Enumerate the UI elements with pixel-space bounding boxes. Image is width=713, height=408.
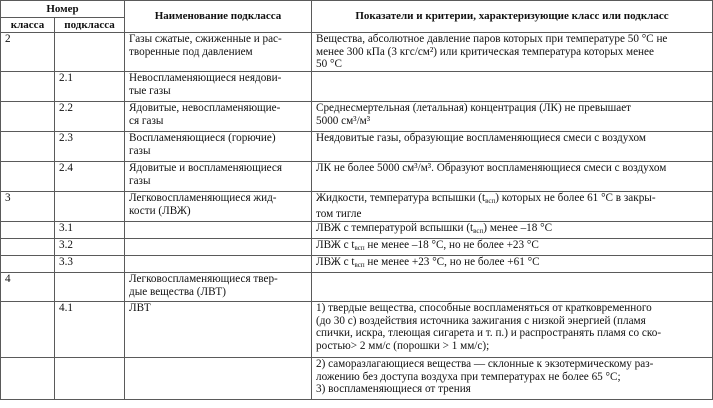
- cell-subclass: [55, 358, 125, 400]
- cell-criteria: [312, 273, 713, 302]
- cell-name: [125, 72, 312, 102]
- cell-criteria: [312, 192, 713, 222]
- cell-class: 2: [1, 33, 55, 72]
- cell-criteria: [312, 358, 713, 400]
- cell-class: [1, 102, 55, 132]
- cell-class: [1, 256, 55, 273]
- table-row: [1, 33, 713, 72]
- text-line: кости (ЛВЖ): [129, 204, 191, 217]
- text-line: газы: [129, 174, 151, 187]
- text-line: [316, 222, 708, 238]
- cell-criteria: [312, 72, 713, 102]
- table-row: [1, 132, 713, 162]
- cell-subclass: 2.4: [55, 162, 125, 192]
- text-line: тые газы: [129, 84, 171, 97]
- cell-criteria: [312, 33, 713, 72]
- cell-subclass: [55, 273, 125, 302]
- header-subclass-name: Наименование подкласса: [125, 1, 312, 33]
- table-row: [1, 239, 713, 256]
- cell-subclass: 2.1: [55, 72, 125, 102]
- text-run: не менее +23 °С, но не более +61 °С: [364, 256, 540, 268]
- text-line: ЛВТ: [129, 302, 151, 314]
- cell-criteria: [312, 162, 713, 192]
- text-line: Ядовитые и воспламеняющиеся: [129, 162, 283, 174]
- cell-subclass: [55, 33, 125, 72]
- cell-criteria: [312, 239, 713, 256]
- text-line: Среднесмертельная (летальная) концентрация (ЛК) не превышает: [316, 102, 632, 114]
- cell-subclass: 3.1: [55, 222, 125, 239]
- cell-class: [1, 358, 55, 400]
- table-row: [1, 273, 713, 302]
- table-row: [1, 302, 713, 358]
- text-line: ложению без доступа воздуха при температурах не более 65 °С;: [316, 370, 621, 383]
- cell-name: [125, 302, 312, 358]
- text-line: 2) саморазлагающиеся вещества — склонные к экзотермическому раз-: [316, 358, 654, 370]
- text-line: Воспламеняющиеся (горючие): [129, 132, 276, 144]
- cell-name: [125, 162, 312, 192]
- table-row: [1, 358, 713, 400]
- header-class: класса: [1, 18, 55, 33]
- text-line: [316, 239, 708, 255]
- text-line: Вещества, абсолютное давление паров которых при температуре 50 °С не: [316, 33, 668, 45]
- subscript: всп: [354, 244, 365, 252]
- cell-subclass: 2.2: [55, 102, 125, 132]
- cell-criteria: [312, 222, 713, 239]
- header-subclass: подкласса: [55, 18, 125, 33]
- cell-criteria: [312, 256, 713, 273]
- cell-subclass: 2.3: [55, 132, 125, 162]
- header-number: Номер: [1, 1, 125, 18]
- header-row: [1, 1, 713, 18]
- text-line: менее 300 кПа (3 кгс/см²) или критическая температура которых менее: [316, 45, 654, 58]
- cell-class: [1, 222, 55, 239]
- text-line: творенные под давлением: [129, 45, 253, 58]
- text-run: ) менее –18 °С: [483, 222, 553, 234]
- table-row: [1, 162, 713, 192]
- cell-criteria: [312, 302, 713, 358]
- subscript: всп: [485, 197, 496, 205]
- cell-subclass: 3.3: [55, 256, 125, 273]
- cell-criteria: [312, 132, 713, 162]
- cell-subclass: 4.1: [55, 302, 125, 358]
- cell-class: [1, 132, 55, 162]
- text-line: ЛК не более 5000 см³/м³. Образуют воспламеняющиеся смеси с воздухом: [316, 162, 667, 174]
- text-line: Неядовитые газы, образующие воспламеняющиеся смеси с воздухом: [316, 132, 646, 144]
- cell-class: [1, 162, 55, 192]
- cell-name: [125, 256, 312, 273]
- text-line: газы: [129, 144, 151, 157]
- text-line: Невоспламеняющиеся неядови-: [129, 72, 282, 84]
- text-line: 1) твердые вещества, способные воспламеняться от кратковременного: [316, 302, 652, 314]
- subscript: всп: [473, 227, 484, 235]
- table-row: [1, 256, 713, 273]
- cell-name: [125, 273, 312, 302]
- cell-criteria: [312, 102, 713, 132]
- text-line: Легковоспламеняющиеся жид-: [129, 192, 277, 204]
- cell-name: [125, 102, 312, 132]
- text-line: Ядовитые, невоспламеняющие-: [129, 102, 281, 114]
- text-line: (до 30 с) воздействия источника зажигания с низкой энергией (пламя: [316, 314, 646, 327]
- cell-name: [125, 132, 312, 162]
- text-line: ся газы: [129, 114, 164, 127]
- cell-class: [1, 302, 55, 358]
- header-criteria: Показатели и критерии, характеризующие класс или подкласс: [312, 1, 713, 33]
- table-row: [1, 72, 713, 102]
- text-run: Жидкости, температура вспышки (t: [316, 192, 486, 204]
- text-line: 3) воспламеняющиеся от трения: [316, 383, 471, 396]
- cell-class: [1, 72, 55, 102]
- text-run: ) которых не более 61 °С в закры-: [495, 192, 656, 204]
- text-line: 50 °С: [316, 58, 342, 71]
- text-run: ЛВЖ с температурой вспышки (t: [316, 222, 474, 234]
- text-run: ЛВЖ с t: [316, 239, 355, 251]
- cell-name: [125, 239, 312, 256]
- text-line: 5000 см³/м³: [316, 114, 371, 127]
- text-run: ЛВЖ с t: [316, 256, 355, 268]
- text-line: дые вещества (ЛВТ): [129, 285, 226, 298]
- text-line: Газы сжатые, сжиженные и рас-: [129, 33, 282, 45]
- text-line: ростью> 2 мм/с (порошки > 1 мм/с);: [316, 339, 490, 352]
- text-run: не менее –18 °С, но не более +23 °С: [364, 239, 539, 251]
- cell-class: 4: [1, 273, 55, 302]
- cell-name: [125, 192, 312, 222]
- cell-subclass: [55, 192, 125, 222]
- subscript: всп: [354, 261, 365, 269]
- cell-name: [125, 33, 312, 72]
- text-line: спички, искра, тлеющая сигарета и т. п.) и распространять пламя со ско-: [316, 327, 662, 340]
- text-line: том тигле: [316, 207, 362, 220]
- cell-name: [125, 222, 312, 239]
- cell-class: 3: [1, 192, 55, 222]
- cell-name: [125, 358, 312, 400]
- text-line: Легковоспламеняющиеся твер-: [129, 273, 278, 285]
- table-row: [1, 192, 713, 222]
- table-row: [1, 102, 713, 132]
- cell-class: [1, 239, 55, 256]
- cell-subclass: 3.2: [55, 239, 125, 256]
- table-row: [1, 222, 713, 239]
- text-line: [316, 192, 708, 208]
- text-line: [316, 256, 708, 272]
